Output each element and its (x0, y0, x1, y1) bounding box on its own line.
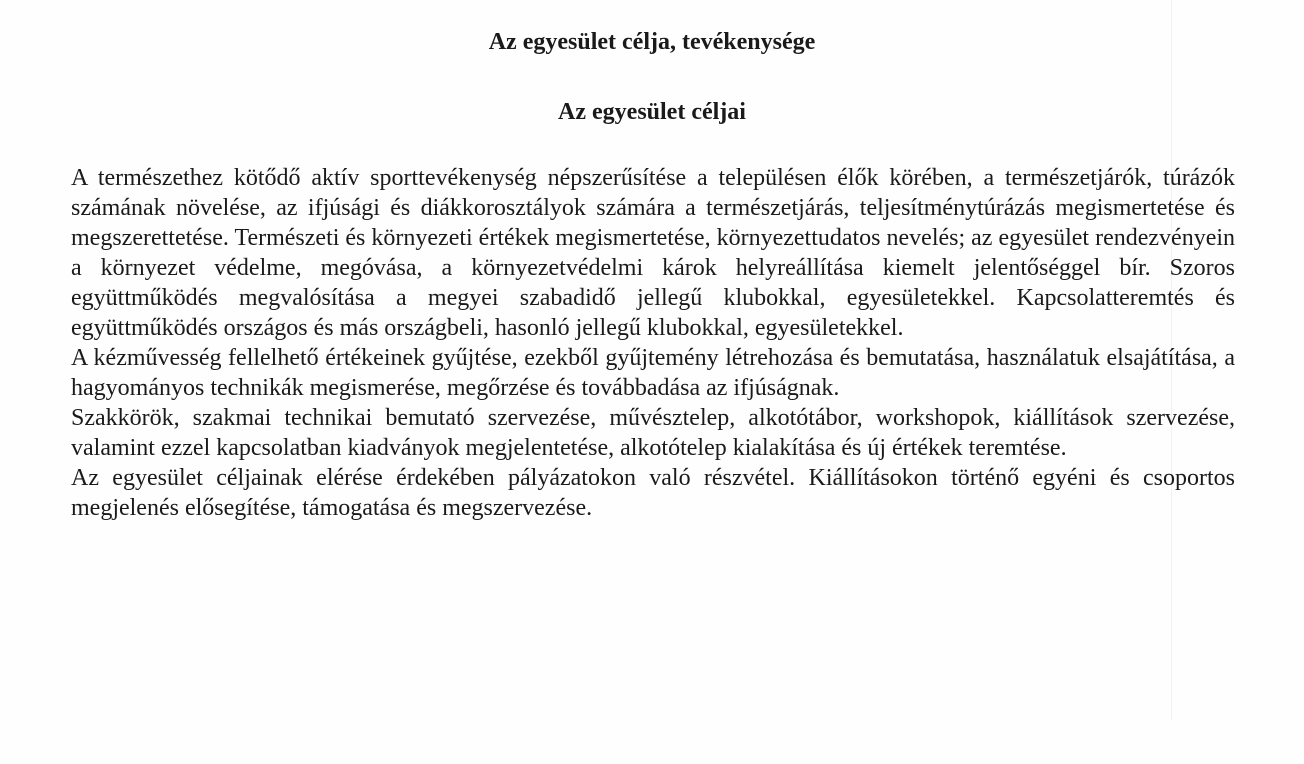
paragraph-grants-exhibitions: Az egyesület céljainak elérése érdekében pályázatokon való részvétel. Kiállításokon történő egyéni és csoportos megjelenés elősegítése, támogatása és megszervezése. (71, 465, 1235, 521)
section-heading: Az egyesület céljai (558, 99, 746, 125)
paragraph-workshops: Szakkörök, szakmai technikai bemutató szervezése, művésztelep, alkotótábor, workshopok, kiállítások szervezése, valamint ezzel kapcsolatban kiadványok megjelentetése, alkotótelep kialakítása és új értékek teremtése. (71, 405, 1235, 461)
paragraph-handicraft: A kézművesség fellelhető értékeinek gyűjtése, ezekből gyűjtemény létrehozása és bemutatása, használatuk elsajátítása, a hagyományos technikák megismerése, megőrzése és továbbadása az ifjúságnak. (71, 345, 1235, 401)
document-title: Az egyesület célja, tevékenysége (488, 29, 816, 55)
body-text (71, 163, 1235, 523)
paragraph-nature-sport: A természethez kötődő aktív sporttevékenység népszerűsítése a településen élők körében, a természetjárók, túrázók számának növelése, az ifjúsági és diákkorosztályok számára a természetjárás, teljesítménytúrázás megismertetése és megszerettetése. Természeti és környezeti értékek megismertetése, környezettudatos nevelés; az egyesület rendezvényein a környezet védelme, megóvása, a környezetvédelmi károk helyreállítása kiemelt jelentőséggel bír. Szoros együttműködés megvalósítása a megyei szabadidő jellegű klubokkal, egyesületekkel. Kapcsolatteremtés és együttműködés országos és más országbeli, hasonló jellegű klubokkal, egyesületekkel. (71, 165, 1236, 341)
